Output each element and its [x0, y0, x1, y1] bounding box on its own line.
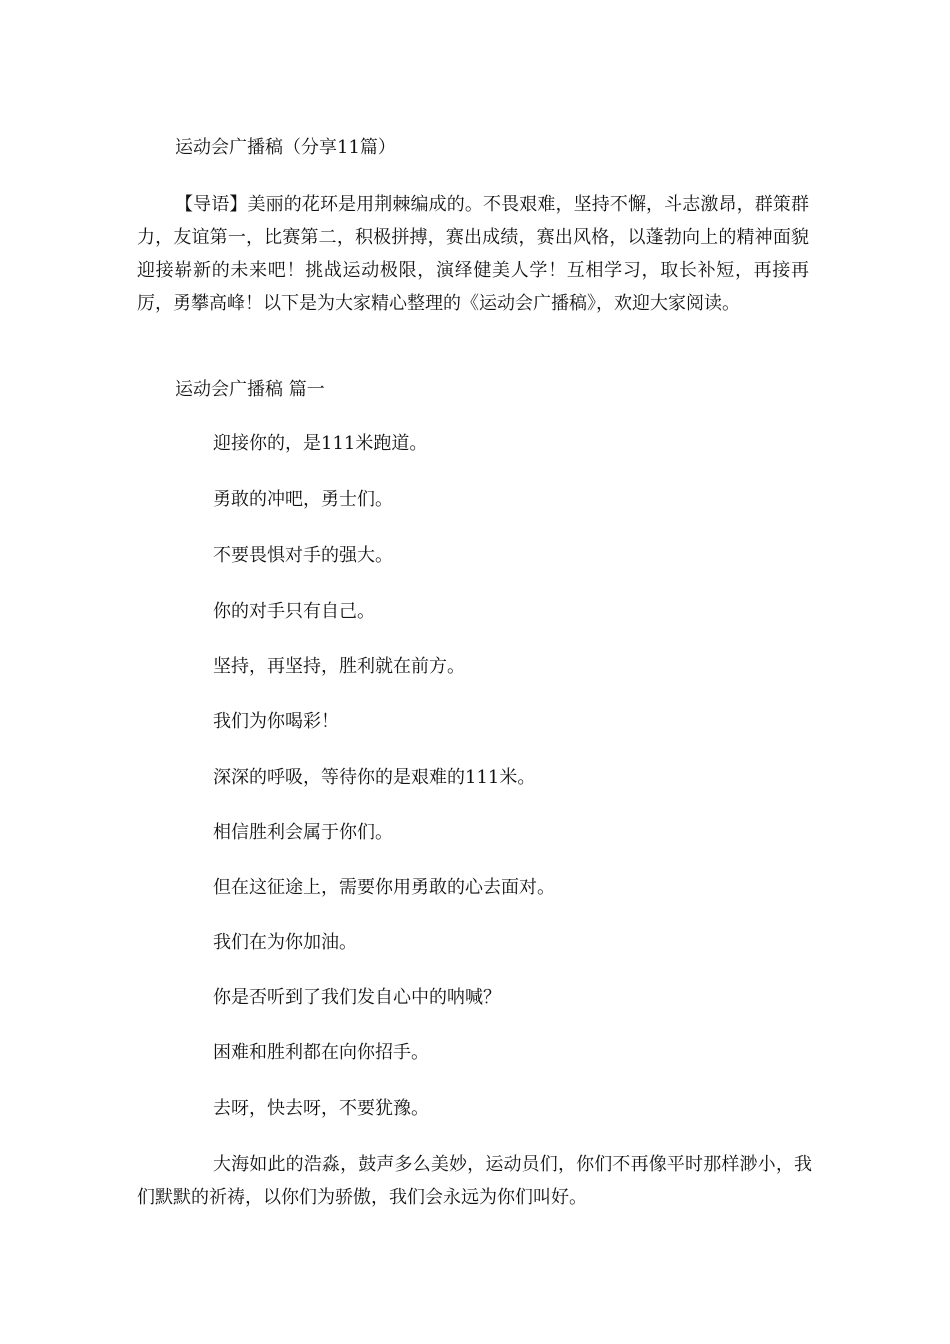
intro-paragraph: 【导语】美丽的花环是用荆棘编成的。不畏艰难，坚持不懈，斗志激昂，群策群力，友谊第一，比赛第二，积极拼搏，赛出成绩，赛出风格，以蓬勃向上的精神面貌迎接崭新的未来吧！挑战运动极限，演绎健美人学！互相学习，取长补短，再接再厉，勇攀高峰！以下是为大家精心整理的《运动会广播稿》，欢迎大家阅读。: [137, 194, 809, 314]
verse-line: 深深的呼吸，等待你的是艰难的111米。: [213, 767, 536, 788]
section-title: 运动会广播稿 篇一: [175, 379, 325, 400]
verse-line: 你的对手只有自己。: [213, 601, 375, 622]
verse-line: 相信胜利会属于你们。: [213, 822, 393, 843]
verse-line: 迎接你的，是111米跑道。: [213, 433, 428, 454]
verse-line: 我们为你喝彩！: [213, 711, 339, 732]
verse-line: 你是否听到了我们发自心中的呐喊？: [213, 987, 501, 1008]
verse-line: 勇敢的冲吧，勇士们。: [213, 489, 393, 510]
verse-line: 去呀，快去呀，不要犹豫。: [213, 1098, 429, 1119]
verse-line: 困难和胜利都在向你招手。: [213, 1042, 429, 1063]
verse-line: 坚持，再坚持，胜利就在前方。: [213, 656, 465, 677]
verse-line: 但在这征途上，需要你用勇敢的心去面对。: [213, 877, 555, 898]
document-title: 运动会广播稿（分享11篇）: [175, 137, 396, 158]
verse-line: 我们在为你加油。: [213, 932, 357, 953]
closing-paragraph: 大海如此的浩淼，鼓声多么美妙，运动员们，你们不再像平时那样渺小，我们默默的祈祷，以你们为骄傲，我们会永远为你们叫好。: [137, 1154, 812, 1208]
verse-line: 不要畏惧对手的强大。: [213, 545, 393, 566]
